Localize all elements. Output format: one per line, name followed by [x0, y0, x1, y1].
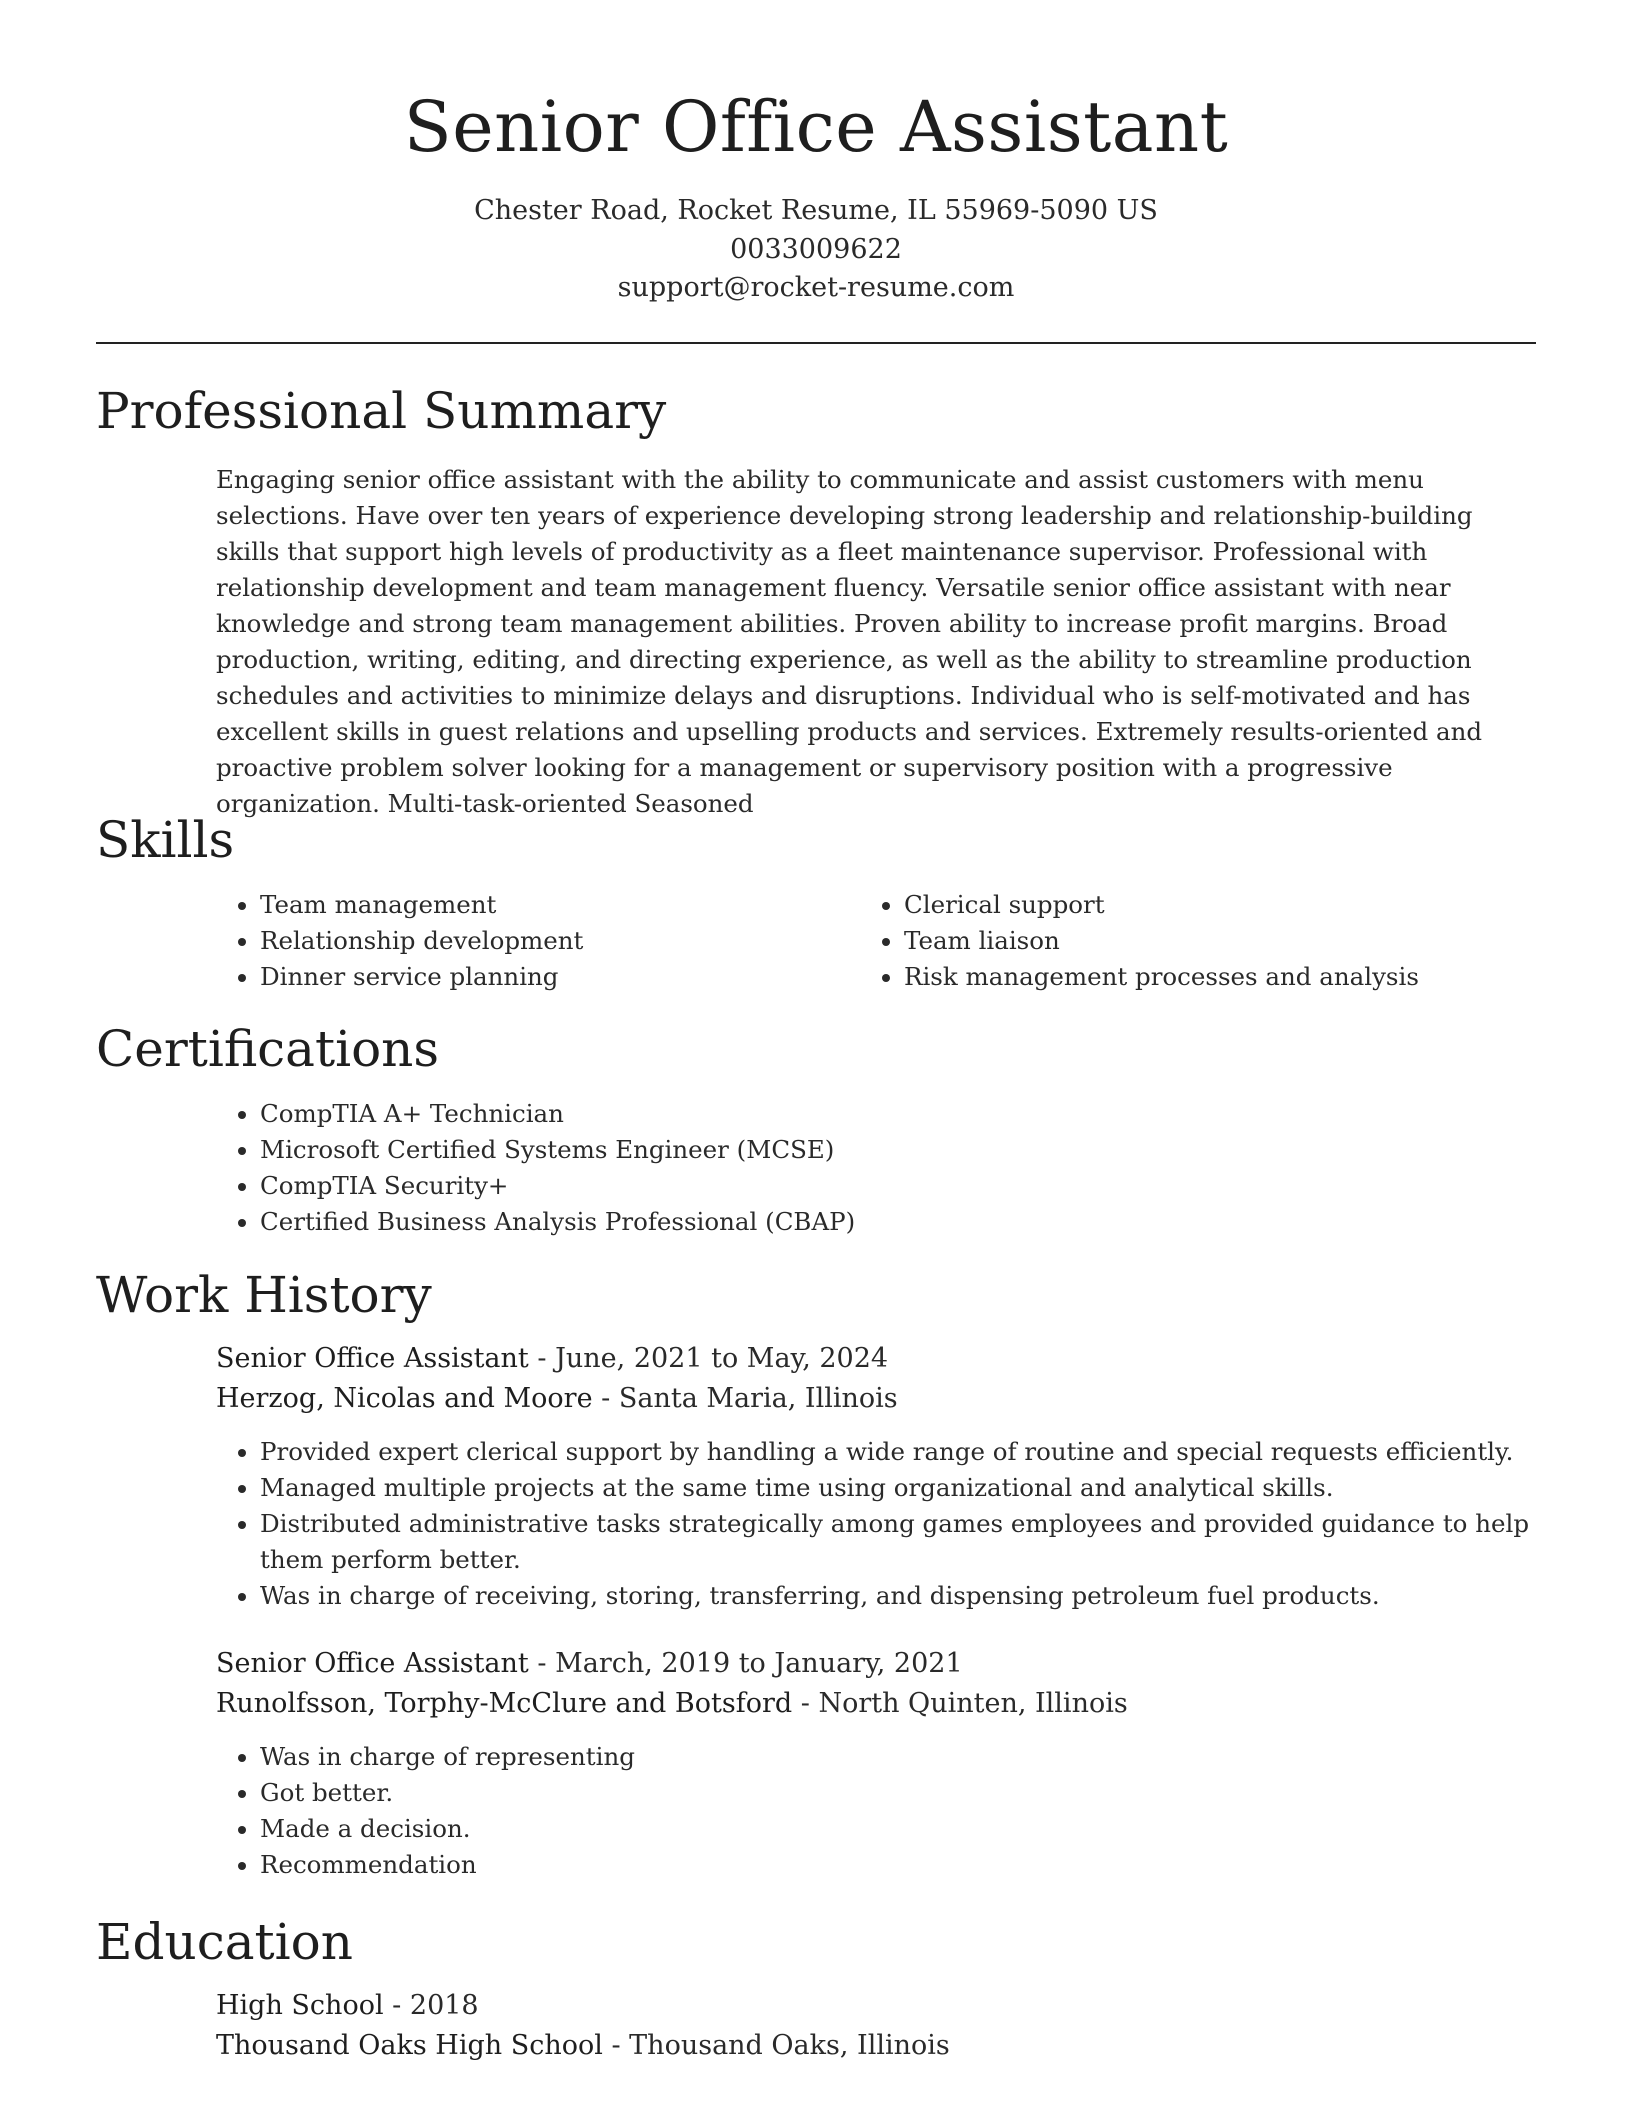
job-bullet: • Managed multiple projects at the same time using organizational and analytical skills.: [260, 1470, 1560, 1506]
education-degree-line: [216, 1986, 479, 2026]
contact-block: [0, 192, 1632, 308]
separator: -: [528, 1343, 556, 1374]
job-title-line: [216, 1644, 963, 1684]
contact-phone: 0033009622: [730, 233, 902, 265]
contact-address: Chester Road, Rocket Resume, IL 55969-5090 US: [474, 195, 1158, 226]
separator: -: [383, 1990, 410, 2021]
separator: -: [602, 2030, 630, 2061]
job-company-line: [216, 1684, 1128, 1724]
job-company: Runolfsson, Torphy-McClure and Botsford: [216, 1688, 793, 1719]
certification-item: • CompTIA A+ Technician: [260, 1096, 1560, 1132]
certification-item: • Certified Business Analysis Professional (CBAP): [260, 1204, 1560, 1240]
job-company: Herzog, Nicolas and Moore: [216, 1383, 593, 1414]
skill-item: • Team liaison: [904, 923, 1564, 959]
skills-heading: Skills: [96, 811, 235, 869]
education-school-line: [216, 2026, 950, 2066]
job-bullet: • Made a decision.: [260, 1811, 1560, 1847]
work-history-heading: Work History: [96, 1266, 432, 1324]
summary-heading: Professional Summary: [96, 382, 667, 440]
certifications-heading: Certifications: [96, 1020, 440, 1078]
job-title-line: [216, 1339, 888, 1379]
job-bullet: • Distributed administrative tasks strategically among games employees and provided guidance to help them perform better.: [260, 1506, 1560, 1578]
job-bullets: [216, 1739, 1560, 1883]
separator: -: [792, 1688, 819, 1719]
separator: -: [528, 1648, 556, 1679]
job-bullet: • Was in charge of representing: [260, 1739, 1560, 1775]
job-bullet: • Got better.: [260, 1775, 1560, 1811]
skills-list-left: [216, 887, 820, 995]
job-role: Senior Office Assistant: [216, 1648, 529, 1679]
summary-text: Engaging senior office assistant with the ability to communicate and assist customers with menu selections. Have over ten years of experience developing strong leadership and relationship-building skills that support high levels of productivity as a fleet maintenance supervisor. Professional with relationship development and team management fluency. Versatile senior office assistant with near knowledge and strong team management abilities. Proven ability to increase profit margins. Broad production, writing, editing, and directing experience, as well as the ability to streamline production schedules and activities to minimize delays and disruptions. Individual who is self-motivated and has excellent skills in guest relations and upselling products and services. Extremely results-oriented and proactive problem solver looking for a management or supervisory position with a progressive organization. Multi-task-oriented Seasoned: [216, 465, 1483, 818]
job-bullet: • Provided expert clerical support by handling a wide range of routine and special requests efficiently.: [260, 1434, 1560, 1470]
job-bullet: • Was in charge of receiving, storing, transferring, and dispensing petroleum fuel products.: [260, 1578, 1560, 1614]
job-dates: June, 2021 to May, 2024: [555, 1343, 889, 1374]
skills-list-right: [860, 887, 1564, 995]
education-school: Thousand Oaks High School: [216, 2030, 603, 2061]
skill-item: • Risk management processes and analysis: [904, 959, 1564, 995]
job-company-line: [216, 1379, 898, 1419]
skill-item: • Dinner service planning: [260, 959, 820, 995]
job-role: Senior Office Assistant: [216, 1343, 529, 1374]
job-bullet: • Recommendation: [260, 1847, 1560, 1883]
contact-email: support@rocket-resume.com: [617, 272, 1015, 303]
header-divider: [96, 342, 1536, 344]
job-dates: March, 2019 to January, 2021: [555, 1648, 963, 1679]
job-location: Santa Maria, Illinois: [618, 1383, 898, 1414]
resume-name-title: Senior Office Assistant: [403, 86, 1229, 168]
education-degree: High School: [216, 1990, 384, 2021]
skill-item: • Team management: [260, 887, 820, 923]
job-bullets: [216, 1434, 1560, 1614]
certification-item: • Microsoft Certified Systems Engineer (MCSE): [260, 1132, 1560, 1168]
certifications-list: [216, 1096, 1560, 1240]
education-location: Thousand Oaks, Illinois: [629, 2030, 950, 2061]
education-heading: Education: [96, 1913, 353, 1971]
separator: -: [592, 1383, 619, 1414]
education-year: 2018: [409, 1990, 479, 2021]
skill-item: • Relationship development: [260, 923, 820, 959]
skill-item: • Clerical support: [904, 887, 1564, 923]
certification-item: • CompTIA Security+: [260, 1168, 1560, 1204]
job-location: North Quinten, Illinois: [818, 1688, 1128, 1719]
